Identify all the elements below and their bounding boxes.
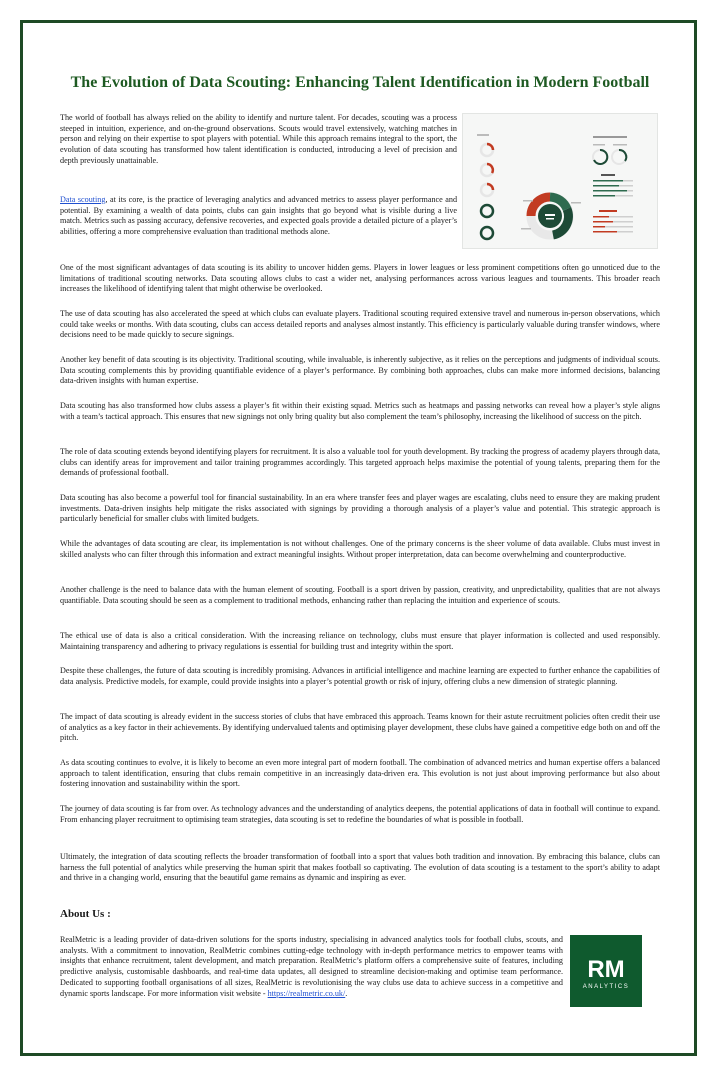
data-scouting-link[interactable]: Data scouting bbox=[60, 195, 106, 204]
website-link[interactable]: https://realmetric.co.uk/ bbox=[267, 988, 346, 998]
page-title: The Evolution of Data Scouting: Enhancing Talent Identification in Modern Football bbox=[70, 73, 650, 91]
about-us-end: . bbox=[345, 988, 348, 998]
logo-letters: RM bbox=[587, 956, 625, 983]
realmetric-logo-mark bbox=[570, 935, 642, 1007]
paragraph-financial-sustainability: Data scouting has also become a powerful tool for financial sustainability. In an era where transfer fees and player wages are escalating, clubs need to ensure they are making prudent investments. Data-driven insights help mitigate the risks associated with signings by providing a thorough analysis of a player’s value and potential. This strategic approach is particularly beneficial for smaller clubs with limited budgets. bbox=[60, 493, 660, 524]
paragraph-challenges: While the advantages of data scouting are clear, its implementation is not without challenges. One of the primary concerns is the sheer volume of data available. Clubs must invest in skilled analysts who can filter through this information and extract meaningful insights. Without proper interpretation, data can become overwhelming and counterproductive. bbox=[60, 539, 660, 559]
paragraph-squad-fit: Data scouting has also transformed how clubs assess a player’s fit within their existing squad. Metrics such as heatmaps and passing networks can reveal how a player’s style aligns with a team’s tactical approach. This ensures that new signings not only bring quality but also complement the team’s philosophy, increasing the likelihood of success on the pitch. bbox=[60, 401, 660, 421]
paragraph-human-element: Another challenge is the need to balance data with the human element of scouting. Football is a sport driven by passion, creativity, and unpredictability, qualities that are not always quantifiable. Data scouting should be seen as a complement to traditional methods, enhancing rather than replacing the intuition and experience of scouts. bbox=[60, 585, 660, 605]
paragraph-impact: The impact of data scouting is already evident in the success stories of clubs that have embraced this approach. Teams known for their astute recruitment policies often credit their use of analytics as a key factor in their achievements. By identifying undervalued talents and optimising player development, these clubs have gained a competitive edge both on and off the pitch. bbox=[60, 712, 661, 743]
paragraph-journey: The journey of data scouting is far from over. As technology advances and the understanding of analytics deepens, the potential applications of data in football will continue to expand. From enhancing player recruitment to optimising team strategies, data scouting is set to redefine the boundaries of what is possible in football. bbox=[60, 804, 660, 824]
paragraph-youth-development: The role of data scouting extends beyond identifying players for recruitment. It is also a valuable tool for youth development. By tracking the progress of academy players through data, clubs can identify areas for improvement and tailor training programmes accordingly. This targeted approach helps maximise the potential of young talents, preparing them for the demands of professional football. bbox=[60, 447, 660, 478]
about-us-paragraph bbox=[60, 935, 563, 999]
paragraph-intro: The world of football has always relied on the ability to identify and nurture talent. For decades, scouting was a process steeped in intuition, experience, and on-the-ground observations. Scouts would travel extensively, watching matches in person and relying on their expertise to spot players with potential. While this approach remains integral to the sport, the evolution of data scouting has transformed how talent identification is conducted, introducing a level of precision and depth previously unattainable. bbox=[60, 113, 457, 165]
paragraph-definition-text: , at its core, is the practice of leveraging analytics and advanced metrics to assess player performance and potential. By examining a wealth of data points, clubs can gain insights that go beyond what is visible during a live match. Metrics such as passing accuracy, defensive recoveries, and expected goals provide a detailed picture of a player’s abilities, offering a more comprehensive evaluation than traditional methods alone. bbox=[60, 195, 458, 237]
paragraph-speed: The use of data scouting has also accelerated the speed at which clubs can evaluate players. Traditional scouting required extensive travel and numerous in-person observations, which could take weeks or months. With data scouting, clubs can access detailed reports and analyses almost instantly. This efficiency is particularly valuable during transfer windows, where decisions need to be made quickly to secure signings. bbox=[60, 309, 660, 340]
paragraph-future: Despite these challenges, the future of data scouting is incredibly promising. Advances in artificial intelligence and machine learning are expected to further enhance the capabilities of data analysis. Predictive models, for example, could provide insights into a player’s potential growth or risk of injury, offering clubs a new dimension of strategic planning. bbox=[60, 666, 660, 686]
about-us-heading: About Us : bbox=[60, 908, 111, 920]
dashboard-screenshot-image bbox=[462, 113, 658, 249]
paragraph-evolution: As data scouting continues to evolve, it is likely to become an even more integral part of modern football. The combination of advanced metrics and human expertise offers a balanced approach to talent identification, ensuring that clubs remain competitive in an increasingly data-driven era. This evolution is not just about improving performance but also about fostering innovation and sustainability within the sport. bbox=[60, 758, 660, 789]
logo-wordmark: ANALYTICS bbox=[582, 984, 630, 990]
paragraph-ethics: The ethical use of data is also a critical consideration. With the increasing reliance on technology, clubs must ensure that player information is collected and used responsibly. Maintaining transparency and adhering to privacy regulations is essential for building trust and integrity within the sport. bbox=[60, 631, 660, 651]
realmetric-logo bbox=[570, 935, 642, 1007]
paragraph-data-scouting-definition bbox=[60, 195, 457, 238]
paragraph-objectivity: Another key benefit of data scouting is its objectivity. Traditional scouting, while invaluable, is inherently subjective, as it relies on the perceptions and judgments of individual scouts. Data scouting complements this by providing quantifiable evidence of a player’s performance. By combining both approaches, clubs can make more informed decisions, balancing data-driven insights with human expertise. bbox=[60, 355, 660, 386]
dashboard-illustration bbox=[463, 114, 657, 248]
paragraph-hidden-gems: One of the most significant advantages of data scouting is its ability to uncover hidden gems. Players in lower leagues or less prominent competitions often go unnoticed due to the limitations of traditional scouting networks. Data scouting allows clubs to cast a wider net, analysing performances across various leagues and tournaments. This broader reach increases the likelihood of identifying talent that might otherwise be overlooked. bbox=[60, 263, 660, 294]
paragraph-conclusion: Ultimately, the integration of data scouting reflects the broader transformation of football into a sport that values both tradition and innovation. By embracing this balance, clubs can harness the full potential of analytics while preserving the human spirit that makes football so captivating. The evolution of data scouting is a testament to the sport’s ability to adapt and thrive in a changing world, ensuring that the beautiful game remains as dynamic and inspiring as ever. bbox=[60, 852, 660, 883]
about-us-text: RealMetric is a leading provider of data-driven solutions for the sports industry, specialising in advanced analytics tools for football clubs, scouts, and analysts. With a commitment to innovation, RealMetric combines cutting-edge technology with in-depth performance metrics to empower teams with insights that enhance recruitment, talent development, and match preparation. RealMetric’s platform offers a comprehensive suite of features, including predictive analysis, customisable dashboards, and real-time data updates, all designed to streamline decision-making and optimise team performance. Dedicated to supporting football organisations of all sizes, RealMetric is revolutionising the way clubs use data to achieve success in a competitive and dynamic sports landscape. For more information visit website - bbox=[60, 935, 563, 998]
